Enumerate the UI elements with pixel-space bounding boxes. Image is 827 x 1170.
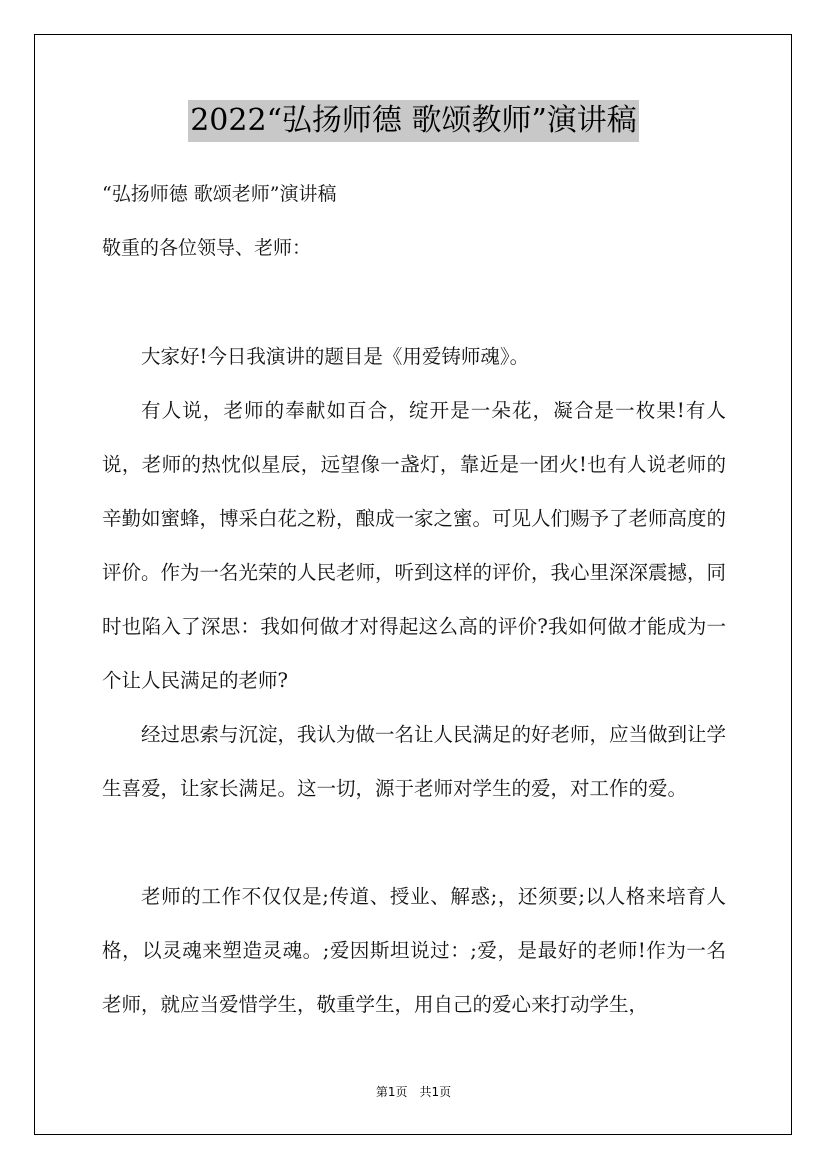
paragraph-teaching: 老师的工作不仅仅是;传道、授业、解惑;，还须要;以人格来培育人格，以灵魂来塑造灵魂。;爱因斯坦说过：;爱，是最好的老师!作为一名老师，就应当爱惜学生，敬重学生，用自己的爱心来打动学生， (102, 885, 726, 1016)
paragraph-reflection: 经过思索与沉淀，我认为做一名让人民满足的好老师，应当做到让学生喜爱，让家长满足。这一切，源于老师对学生的爱，对工作的爱。 (102, 723, 727, 800)
document-subtitle: “弘扬师德 歌颂老师”演讲稿 (102, 183, 337, 205)
paragraph-greeting: 大家好!今日我演讲的题目是《用爱铸师魂》。 (141, 345, 530, 368)
document-title: 2022“弘扬师德 歌颂教师”演讲稿 (188, 100, 639, 142)
title-container (0, 100, 827, 142)
salutation: 敬重的各位领导、老师： (102, 237, 312, 259)
paragraph-praise: 有人说，老师的奉献如百合，绽开是一朵花，凝合是一枚果!有人说，老师的热忱似星辰，远望像一盏灯，靠近是一团火!也有人说老师的辛勤如蜜蜂，博采白花之粉，酿成一家之蜜。可见人们赐予了老师高度的评价。作为一名光荣的人民老师，听到这样的评价，我心里深深震撼，同时也陷入了深思：我如何做才对得起这么高的评价?我如何做才能成为一个让人民满足的老师? (102, 399, 727, 692)
page-footer: 第1页 共1页 (375, 1085, 452, 1099)
